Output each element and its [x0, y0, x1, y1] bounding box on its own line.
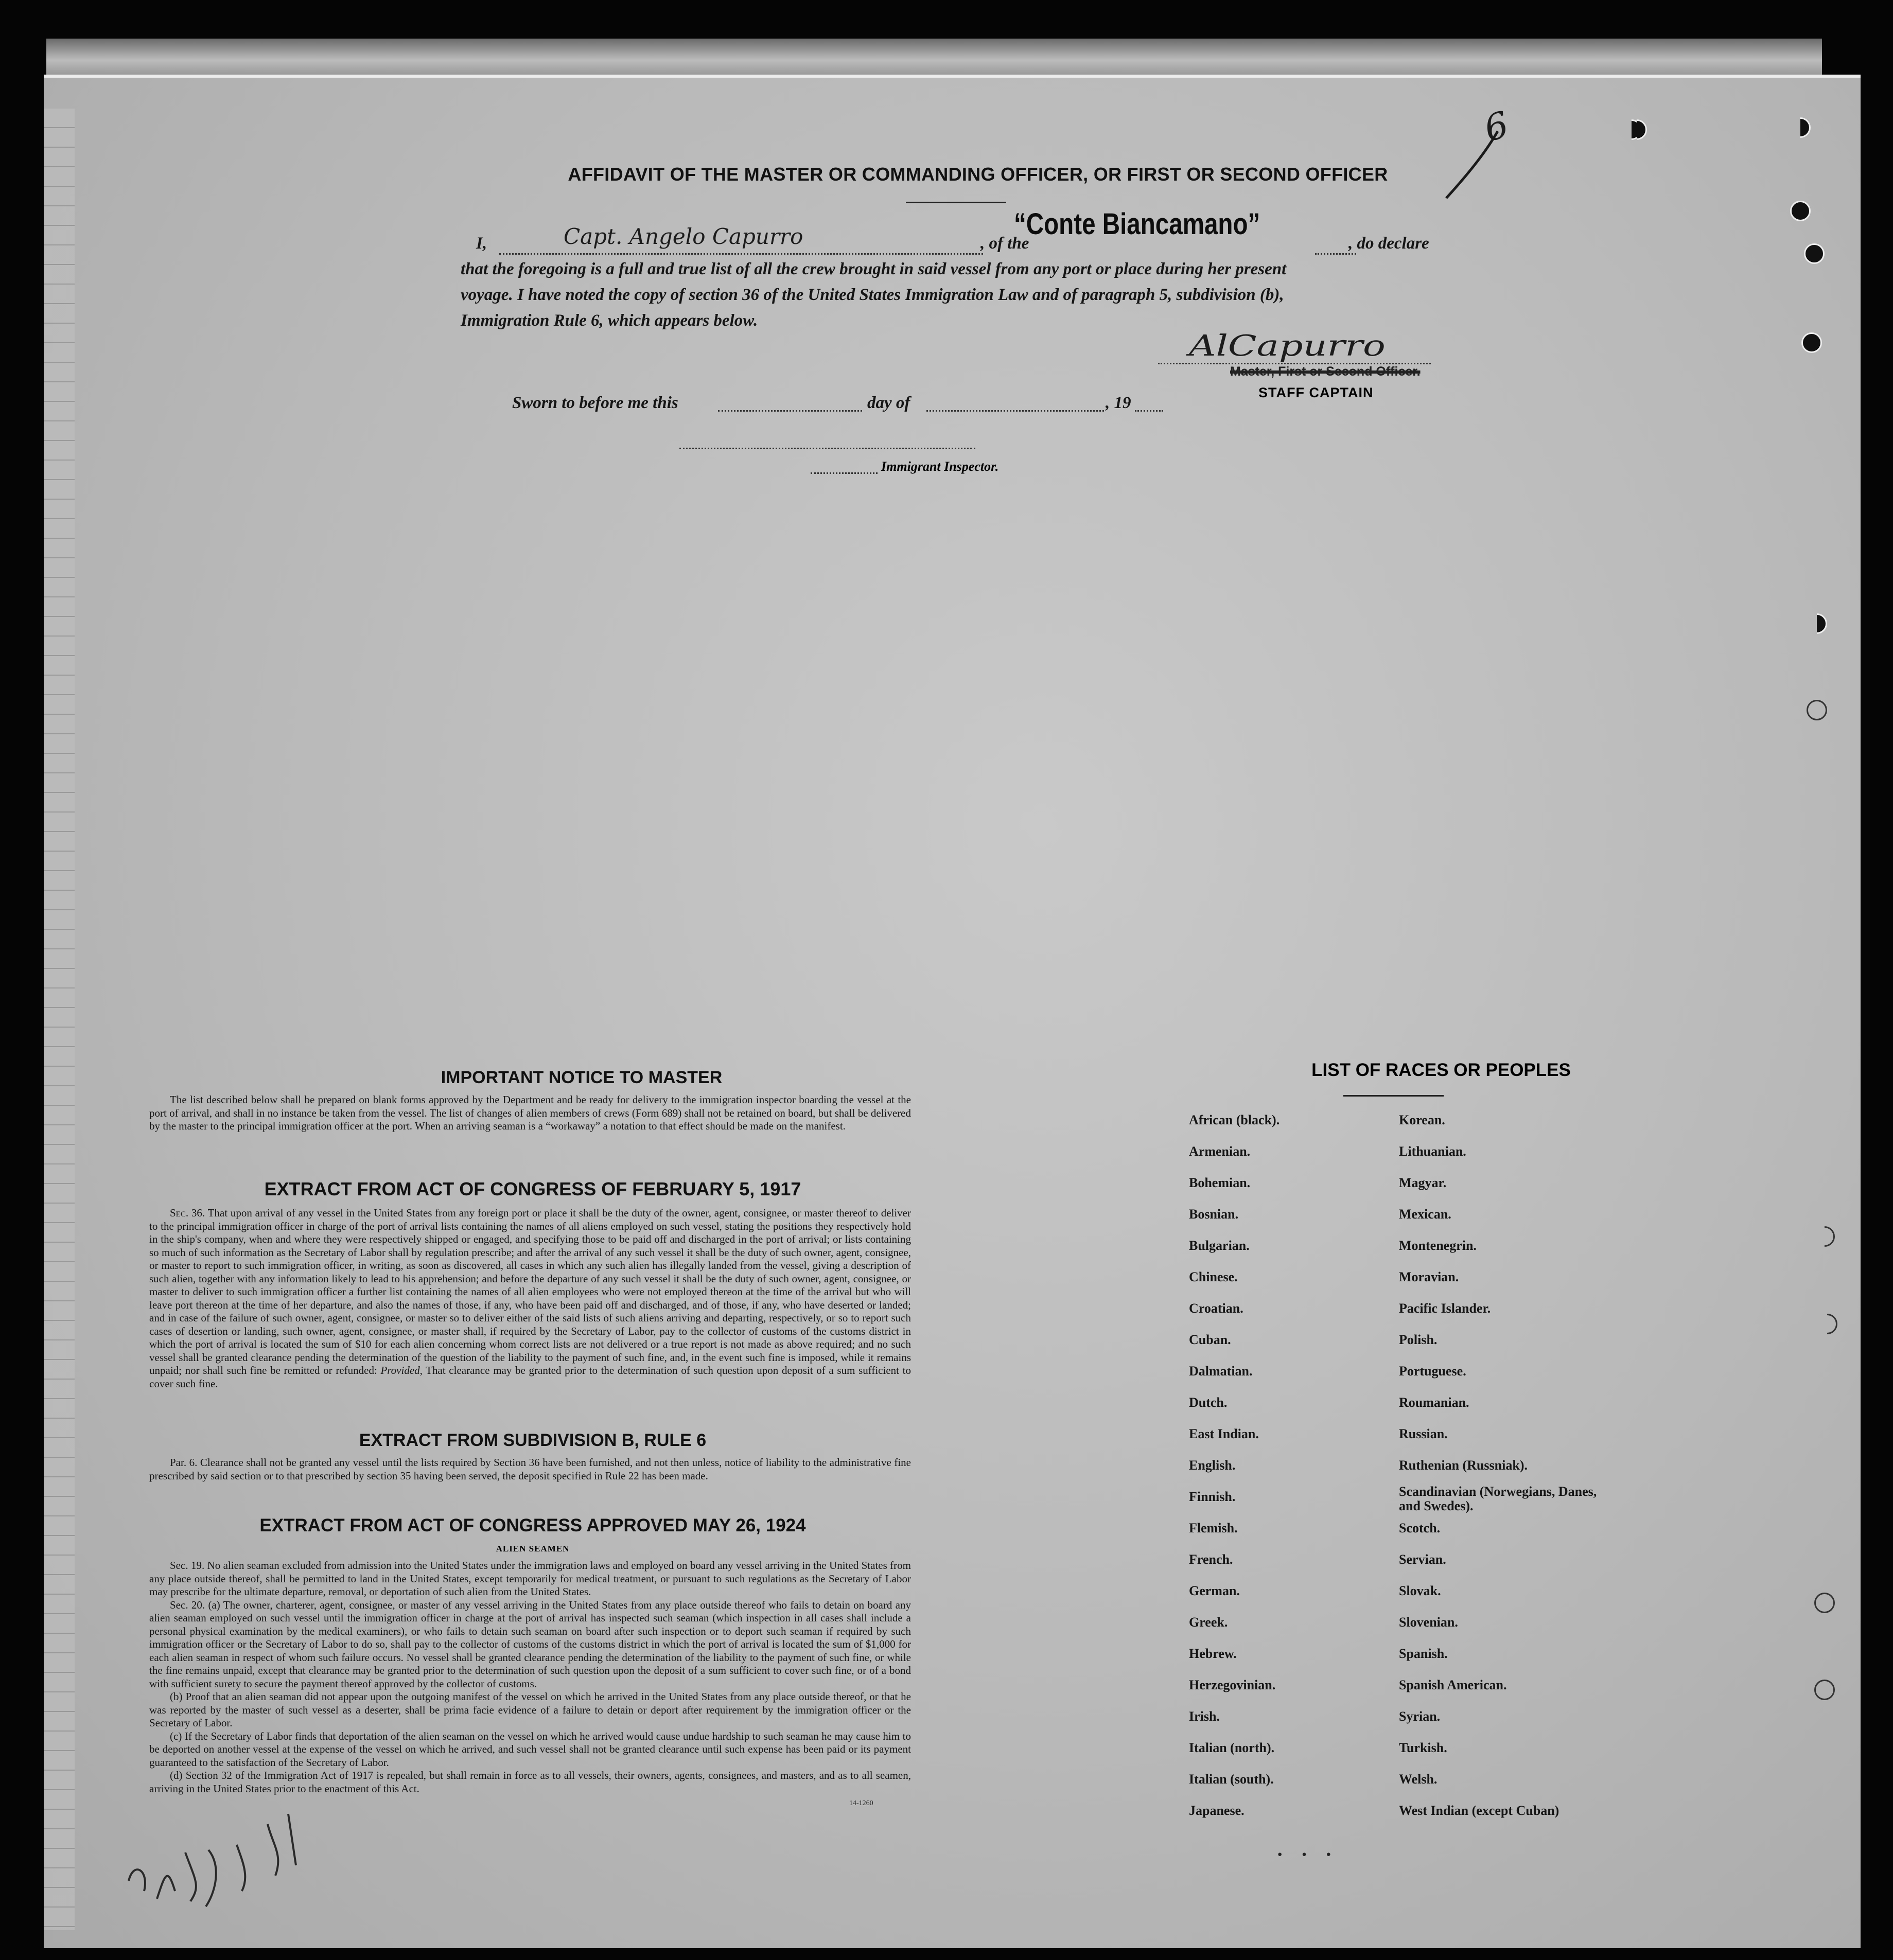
- sworn-day-line: [718, 410, 862, 412]
- day-of-label: day of: [867, 394, 910, 412]
- race-item-right: Syrian.: [1399, 1709, 1441, 1724]
- race-item-right: Slovenian.: [1399, 1615, 1458, 1630]
- race-item-left: French.: [1189, 1552, 1233, 1567]
- rule-6-body: [149, 1456, 911, 1482]
- section-36-text: That upon arrival of any vessel in the United States from any foreign port or place it shall be the duty of the owner, agent, consignee, or master thereof to deliver to the principal immigration officer in charge of the port of arrival lists containing the names of all aliens employed on such vessel, stating the positions they respectively hold in the ship's company, when and where they were respectively shipped or engaged, and specifying those to be paid off and discharged in the port of arrival; or lists containing so much of such information as the Secretary of Labor shall by regulation prescribe; and after the arrival of any such vessel it shall be the duty of such owner, agent, consignee, or master to report to such immigration officer, in writing, as soon as discovered, all cases in which any such alien has illegally landed from the vessel, giving a description of such alien, together with any information likely to lead to his apprehension; and before the departure of any such vessel it shall be the duty of such owner, agent, consignee, or master to deliver to such immigration officer a further list containing the names of all alien employees who were not employed thereon at the time of the arrival but who will leave port thereon at the time of her departure, and also the names of those, if any, who have been paid off and discharged, and of those, if any, who have deserted or landed; and in case of the failure of such owner, agent, consignee, or master so to deliver either of the said lists of such aliens arriving and departing, respectively, or so to report such cases of desertion or landing, such owner, agent, consignee, or master shall, if required by the Secretary of Labor, pay to the collector of customs of the customs district in which the port of arrival is located the sum of $10 for each alien concerning whom correct lists are not delivered or a true report is not made as above required; and no such vessel shall be granted clearance pending the determination of the question of the liability to the payment of such fine, and, in the event such fine is imposed, while it remains unpaid; nor shall such fine be remitted or refunded:: [149, 1207, 911, 1376]
- race-item-right: Scandinavian (Norwegians, Danes, and Swedes).: [1399, 1484, 1597, 1513]
- rule-6-title: EXTRACT FROM SUBDIVISION B, RULE 6: [359, 1431, 707, 1450]
- punch-hole: [1814, 1593, 1835, 1613]
- ship-name: “Conte Biancamano”: [1014, 207, 1260, 241]
- race-item-right: Magyar.: [1399, 1175, 1447, 1190]
- race-item-left: Italian (north).: [1189, 1740, 1275, 1755]
- punch-hole: [1814, 1680, 1835, 1700]
- race-item-right: Russian.: [1399, 1426, 1448, 1441]
- struck-officer-title-text: Master, First or Second Officer.: [1230, 364, 1421, 379]
- race-item-left: Bosnian.: [1189, 1207, 1239, 1222]
- race-item-left: Flemish.: [1189, 1521, 1238, 1535]
- sec-20a-paragraph: Sec. 20. (a) The owner, charterer, agent, consignee, or master of any vessel arriving in the United States from any place outside thereof who fails to detain on board any alien seaman employed on such vessel until the immigration officer in charge at the port of arrival has inspected such seaman (which inspection in all cases shall include a personal physical examination by the medical examiners), or who fails to detain such seaman on board after such inspection or to deport such seaman if required by such immigration officer or the Secretary of Labor to do so, shall pay to the collector of customs of the customs district in which the port of arrival is located the sum of $1,000 for each alien seaman in respect of whom such failure occurs. No vessel shall be granted clearance pending the determination of the liability to the payment of such fine, or while the fine remains unpaid, except that clearance may be granted prior to the determination of such question upon the deposit of a sum sufficient to cover such fine, or of a bond with sufficient surety to secure the payment thereof approved by the collector of customs.: [149, 1598, 911, 1690]
- rule-6-paragraph: Par. 6. Clearance shall not be granted any vessel until the lists required by Section 36 have been furnished, and not then unless, notice of liability to the administrative fine prescribed by said section or to that prescribed by section 35 having been served, the deposit specified in Rule 22 has been made.: [149, 1456, 911, 1482]
- race-item-right: Korean.: [1399, 1113, 1445, 1127]
- race-item-left: African (black).: [1189, 1113, 1280, 1127]
- act-1924-title: EXTRACT FROM ACT OF CONGRESS APPROVED MAY 26, 1924: [259, 1515, 806, 1535]
- title-rule: [906, 202, 1006, 203]
- scan-top-edge: [46, 39, 1822, 75]
- race-item-left: Armenian.: [1189, 1144, 1251, 1159]
- act-1924-body: [149, 1559, 911, 1795]
- race-item-right: Servian.: [1399, 1552, 1446, 1567]
- race-item-left: Croatian.: [1189, 1301, 1243, 1316]
- race-item-right: Lithuanian.: [1399, 1144, 1466, 1159]
- punch-hole: [1804, 243, 1825, 264]
- section-36-paragraph: [149, 1207, 911, 1390]
- race-item-right: Turkish.: [1399, 1740, 1447, 1755]
- extract-1917-body: [149, 1207, 911, 1390]
- race-item-left: Italian (south).: [1189, 1772, 1274, 1787]
- race-item-right: Roumanian.: [1399, 1395, 1469, 1410]
- sworn-label: Sworn to before me this: [512, 394, 678, 412]
- race-item-left: Cuban.: [1189, 1332, 1231, 1347]
- race-item-right: Montenegrin.: [1399, 1238, 1477, 1253]
- race-item-left: Hebrew.: [1189, 1646, 1237, 1661]
- do-declare-label: , do declare: [1348, 234, 1429, 253]
- race-item-right: Portuguese.: [1399, 1364, 1466, 1379]
- race-item-right: Slovak.: [1399, 1583, 1441, 1598]
- race-item-left: Herzegovinian.: [1189, 1678, 1276, 1692]
- sec-20d-paragraph: (d) Section 32 of the Immigration Act of 1917 is repealed, but shall remain in force as to all vessels, their owners, agents, consignees, and masters, and as to all seamen, arriving in the United States prior to the enactment of this Act.: [149, 1769, 911, 1795]
- notice-body: [149, 1093, 911, 1133]
- race-item-left: Greek.: [1189, 1615, 1228, 1630]
- provided-word: Provided,: [380, 1364, 423, 1376]
- race-item-right: Pacific Islander.: [1399, 1301, 1491, 1316]
- race-item-left: East Indian.: [1189, 1426, 1259, 1441]
- year-line: [1135, 410, 1163, 412]
- race-item-right: West Indian (except Cuban): [1399, 1803, 1559, 1818]
- inspector-label: Immigrant Inspector.: [881, 459, 999, 474]
- race-item-left: Dalmatian.: [1189, 1364, 1253, 1379]
- inspector-signature-line: [679, 448, 975, 449]
- handwritten-margin-note: [118, 1804, 324, 1912]
- race-item-left: Dutch.: [1189, 1395, 1228, 1410]
- extract-1917-title: EXTRACT FROM ACT OF CONGRESS OF FEBRUARY 5, 1917: [264, 1178, 801, 1199]
- declaration-line-3: voyage. I have noted the copy of section 36 of the United States Immigration Law and of paragraph 5, subdivision (b),: [461, 286, 1284, 304]
- affidavit-title: AFFIDAVIT OF THE MASTER OR COMMANDING OFFICER, OR FIRST OR SECOND OFFICER: [568, 164, 1388, 185]
- race-item-left: Irish.: [1189, 1709, 1220, 1724]
- race-item-right: Spanish American.: [1399, 1678, 1507, 1692]
- race-item-right: Moravian.: [1399, 1269, 1459, 1284]
- ledger-edge: [44, 109, 75, 1930]
- section-36-label: Sec. 36.: [170, 1207, 205, 1219]
- master-name-handwritten: Capt. Angelo Capurro: [564, 224, 803, 249]
- punch-hole: [1807, 700, 1827, 720]
- race-item-left: Chinese.: [1189, 1269, 1238, 1284]
- notice-title: IMPORTANT NOTICE TO MASTER: [441, 1068, 723, 1087]
- race-item-left: Bulgarian.: [1189, 1238, 1250, 1253]
- punch-hole: [1790, 201, 1811, 221]
- races-title: LIST OF RACES OR PEOPLES: [1311, 1060, 1571, 1080]
- race-item-right: Welsh.: [1399, 1772, 1438, 1787]
- punch-hole: [1801, 332, 1822, 353]
- form-number: 14-1260: [849, 1799, 873, 1807]
- declaration-line-4: Immigration Rule 6, which appears below.: [461, 311, 758, 330]
- race-item-left: Japanese.: [1189, 1803, 1245, 1818]
- race-item-right: Scotch.: [1399, 1521, 1441, 1535]
- ship-line: [1315, 253, 1356, 255]
- struck-officer-title: [1230, 364, 1421, 379]
- race-item-right: Mexican.: [1399, 1207, 1451, 1222]
- name-line: [499, 253, 983, 255]
- race-item-right: Spanish.: [1399, 1646, 1448, 1661]
- races-title-rule: [1343, 1095, 1444, 1097]
- i-label: I,: [476, 234, 487, 253]
- race-item-left: English.: [1189, 1458, 1236, 1473]
- sworn-month-line: [926, 410, 1104, 412]
- race-item-left: German.: [1189, 1583, 1240, 1598]
- bottom-dots: · · ·: [1276, 1843, 1339, 1866]
- of-the-label: , of the: [980, 234, 1029, 253]
- race-item-left: Finnish.: [1189, 1489, 1236, 1504]
- corner-mark: 6: [1480, 103, 1513, 150]
- year-prefix: , 19: [1106, 394, 1131, 412]
- sec-19-paragraph: Sec. 19. No alien seaman excluded from admission into the United States under the immigration laws and employed on board any vessel arriving in the United States from any place outside thereof, shall be permitted to land in the United States, except temporarily for medical treatment, or pursuant to such regulations as the Secretary of Labor may prescribe for the ultimate departure, removal, or deportation of such alien from the United States.: [149, 1559, 911, 1598]
- sec-20b-paragraph: (b) Proof that an alien seaman did not appear upon the outgoing manifest of the vessel on which he arrived in the United States from any place outside thereof, or that he was reported by the master of such vessel as a deserter, shall be prima facie evidence of a failure to detain or deport after requirement by the immigration officer or the Secretary of Labor.: [149, 1690, 911, 1729]
- staff-captain-stamp: STAFF CAPTAIN: [1258, 385, 1374, 400]
- declaration-line-2: that the foregoing is a full and true list of all the crew brought in said vessel from any port or place during her present: [461, 260, 1287, 278]
- inspector-title-line: [811, 472, 878, 474]
- notice-paragraph: The list described below shall be prepared on blank forms approved by the Department and be ready for delivery to the immigration inspector boarding the vessel at the port of arrival, and shall in no instance be taken from the vessel. The list of changes of alien members of crews (Form 689) shall not be retained on board, but shall be delivered by the master to the principal immigration officer at the port. When an arriving seaman is a “workaway” a notation to that effect should be made on the manifest.: [149, 1093, 911, 1132]
- alien-seamen-subtitle: ALIEN SEAMEN: [496, 1544, 570, 1553]
- section-36-end: That clearance may be granted prior to the determination of such question upon deposit of a sum sufficient to cover such fine.: [149, 1364, 911, 1390]
- race-item-left: Bohemian.: [1189, 1175, 1251, 1190]
- sec-20c-paragraph: (c) If the Secretary of Labor finds that deportation of the alien seaman on the vessel on which he arrived would cause undue hardship to such seaman he may cause him to be deported on another vessel at the expense of the vessel on which he arrived, and such vessel shall not be granted clearance until such expense has been paid or its payment guaranteed to the satisfaction of the Secretary of Labor.: [149, 1729, 911, 1769]
- race-item-right: Polish.: [1399, 1332, 1438, 1347]
- officer-signature: AlCapurro: [1189, 329, 1386, 363]
- race-item-right: Ruthenian (Russniak).: [1399, 1458, 1528, 1473]
